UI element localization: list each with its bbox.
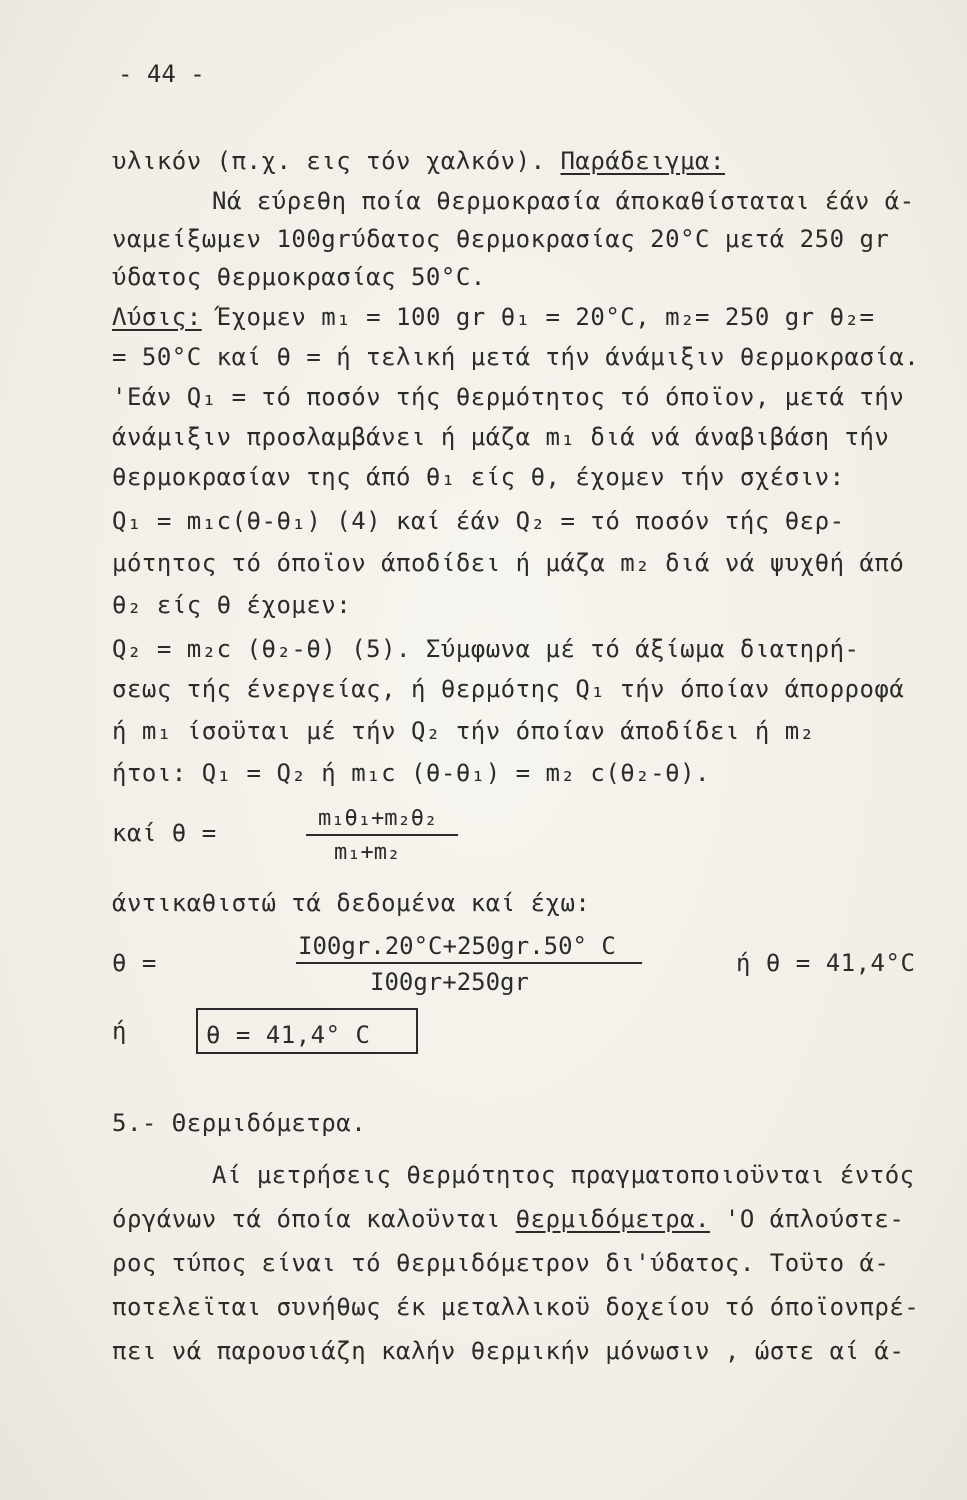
text-line-5b: Έχομεν m₁ = 100 gr θ₁ = 20°C, m₂= 250 gr θ₂= (201, 303, 875, 331)
text-line-14: σεως τής ένεργείας, ή θερμότης Q₁ τήν όποίαν άπορροφά (112, 675, 905, 703)
text-line-12: θ₂ είς θ έχομεν: (112, 591, 352, 619)
text-line-1a: υλικόν (π.χ. εις τόν χαλκόν). (112, 147, 546, 175)
section-heading: 5.- Θερμιδόμετρα. (112, 1109, 367, 1137)
text-line-9: θερμοκρασίαν της άπό θ₁ είς θ, έχομεν τήν σχέσιν: (112, 463, 845, 491)
text-line-16: ήτοι: Q₁ = Q₂ ή m₁c (θ-θ₁) = m₂ c(θ₂-θ). (112, 759, 710, 787)
text-line-23a: όργάνων τά όποία καλοϋνται (112, 1205, 516, 1233)
text-line-10: Q₁ = m₁c(θ-θ₁) (4) καί έάν Q₂ = τό ποσόν τής θερ- (112, 507, 845, 535)
formula-1-bar (306, 834, 458, 836)
formula-2-result: ή θ = 41,4°C (736, 949, 916, 977)
formula-2-bar (296, 962, 642, 964)
text-line-4: ύδατος θερμοκρασίας 50°C. (112, 263, 486, 291)
text-line-20: ή (112, 1017, 127, 1045)
text-line-26: πει νά παρουσιάζη καλήν θερμικήν μόνωσιν , ώστε αί ά- (112, 1337, 905, 1365)
example-heading: Παράδειγμα: (560, 147, 725, 175)
text-line-8: άνάμιξιν προσλαμβάνει ή μάζα m₁ διά νά άναβιβάση τήν (112, 423, 890, 451)
formula-2-lhs: θ = (112, 949, 157, 977)
text-line-1 (112, 146, 725, 176)
solution-label: Λύσις: (112, 303, 202, 331)
text-line-5 (112, 302, 874, 332)
text-line-7: 'Εάν Q₁ = τό ποσόν τής θερμότητος τό όποϊον, μετά τήν (112, 383, 905, 411)
formula-1-denominator: m₁+m₂ (334, 840, 401, 865)
term-calorimeters: θερμιδόμετρα. (515, 1205, 710, 1233)
formula-label-kai: καί θ = (112, 819, 217, 847)
text-line-3: ναμείξωμεν 100grύδατος θερμοκρασίας 20°C μετά 250 gr (112, 225, 890, 253)
formula-2-numerator: I00gr.20°C+250gr.50° C (298, 932, 616, 960)
text-line-11: μότητος τό όποϊον άποδίδει ή μάζα m₂ διά νά ψυχθή άπό (112, 549, 905, 577)
text-line-23 (112, 1204, 904, 1234)
text-line-22: Αί μετρήσεις θερμότητος πραγματοποιοϋνται έντός (212, 1161, 915, 1189)
text-line-25: ποτελεϊται συνήθως έκ μεταλλικοϋ δοχείου τό όποϊονπρέ- (112, 1293, 920, 1321)
text-line-13: Q₂ = m₂c (θ₂-θ) (5). Σύμφωνα μέ τό άξίωμα διατηρή- (112, 635, 860, 663)
page-number: - 44 - (118, 60, 205, 88)
formula-2-denominator: I00gr+250gr (370, 968, 529, 996)
text-line-23c: 'Ο άπλούστε- (709, 1205, 905, 1233)
text-line-6: = 50°C καί θ = ή τελική μετά τήν άνάμιξιν θερμοκρασία. (112, 343, 920, 371)
text-line-2: Νά εύρεθη ποία θερμοκρασία άποκαθίσταται έάν ά- (212, 187, 915, 215)
formula-1-numerator: m₁θ₁+m₂θ₂ (318, 806, 438, 831)
text-line-18: άντικαθιστώ τά δεδομένα καί έχω: (112, 889, 591, 917)
text-line-24: ρος τύπος είναι τό θερμιδόμετρον δι'ύδατος. Τοϋτο ά- (112, 1249, 890, 1277)
boxed-result: θ = 41,4° C (206, 1021, 371, 1049)
text-line-15: ή m₁ ίσοϋται μέ τήν Q₂ τήν όποίαν άποδίδει ή m₂ (112, 717, 815, 745)
